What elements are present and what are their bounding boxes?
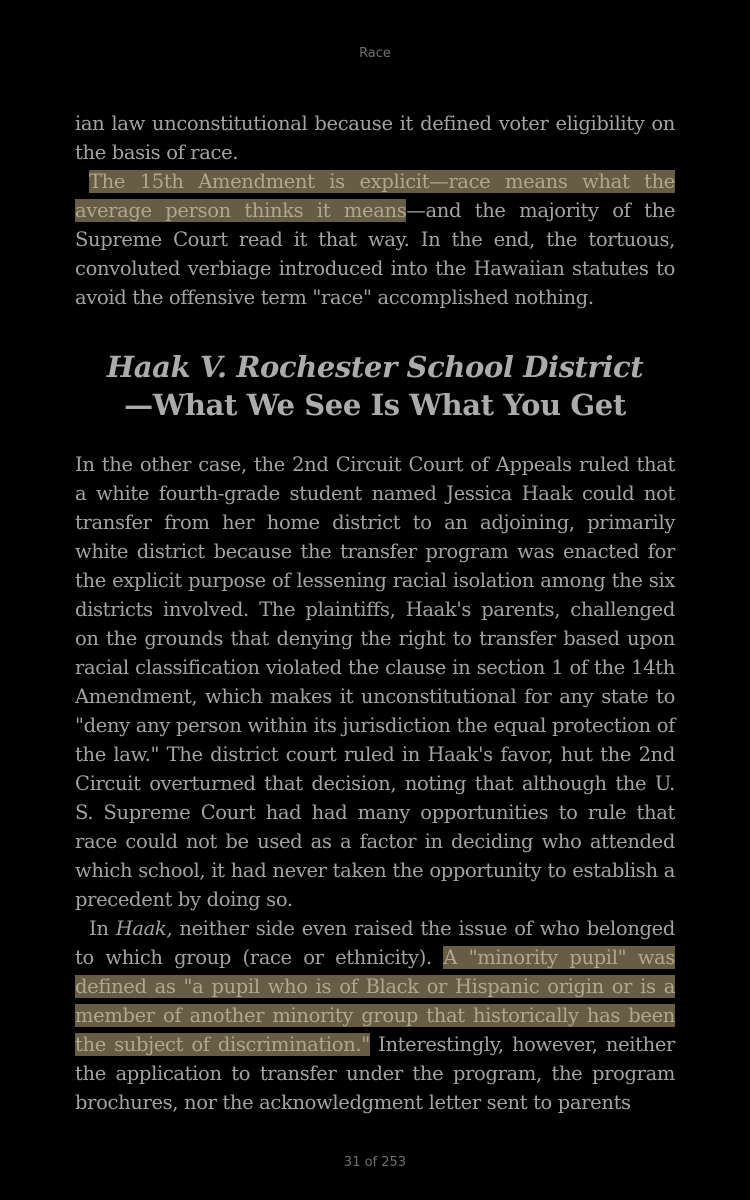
- section-heading-case-name: Haak V. Rochester School District: [106, 350, 644, 384]
- reading-pane: [75, 109, 675, 1117]
- highlight-2[interactable]: A "minority pupil" was defined as "a pupil who is of Black or Hispanic origin or is a member of another minority group that historically has been the subject of discrimination.": [75, 946, 675, 1056]
- paragraph-2-text: —and the majority of the Supreme Court read it that way. In the end, the tortuous, convoluted verbiage introduced into the Hawaiian statutes to avoid the offensive term "race" accomplished nothing.: [75, 199, 676, 309]
- highlight-1[interactable]: The 15th Amendment is explicit—race means what the average person thinks it means: [75, 170, 675, 222]
- section-heading-subtitle: —What We See Is What You Get: [124, 388, 626, 422]
- paragraph-4-lead: In: [89, 917, 116, 940]
- paragraph-1: ian law unconstitutional because it defined voter eligibility on the basis of race.: [75, 112, 675, 164]
- section-heading: [75, 348, 675, 424]
- paragraph-2: [75, 167, 675, 312]
- paragraph-4-rest: Interestingly, however, neither the application to transfer under the program, the program brochures, nor the acknowledgment letter sent to parents: [75, 1033, 675, 1114]
- paragraph-3: In the other case, the 2nd Circuit Court of Appeals ruled that a white fourth-grade student named Jessica Haak could not transfer from her home district to an adjoining, primarily white district because the transfer program was enacted for the explicit purpose of lessening racial isolation among the six districts involved. The plaintiffs, Haak's parents, challenged on the grounds that denying the right to transfer based upon racial classification violated the clause in section 1 of the 14th Amendment, which makes it unconstitutional for any state to "deny any person within its jurisdiction the equal protection of the law." The district court ruled in Haak's favor, hut the 2nd Circuit overturned that decision, noting that although the U. S. Supreme Court had had many opportunities to rule that race could not be used as a factor in deciding who attended which school, it had never taken the opportunity to establish a precedent by doing so.: [75, 453, 675, 911]
- page-indicator: 31 of 253: [343, 1155, 407, 1170]
- paragraph-4: [75, 914, 675, 1117]
- running-title: Race: [359, 46, 391, 61]
- paragraph-4-text: neither side even raised the issue of who belonged to which group (race or ethnicity).: [75, 917, 675, 969]
- case-name-italic: Haak,: [115, 917, 173, 940]
